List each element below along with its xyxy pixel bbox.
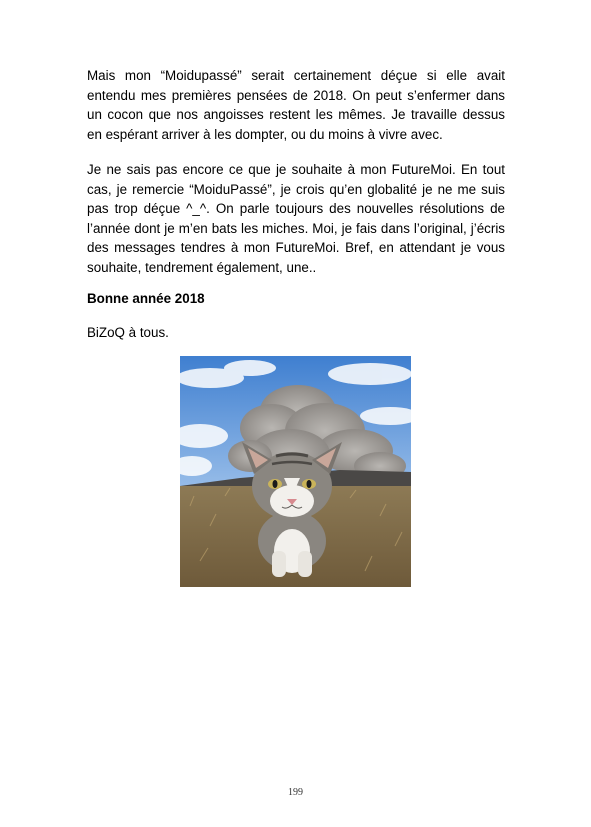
new-year-heading: Bonne année 2018 (87, 291, 205, 306)
signoff-text: BiZoQ à tous. (87, 325, 169, 340)
cat-volcano-photo (180, 356, 411, 587)
paragraph-futuremoi: Je ne sais pas encore ce que je souhaite à mon FutureMoi. En tout cas, je remercie “MoiduPassé”, je crois qu’en globalité je ne me suis pas trop déçue ^_^. On parle toujours des nouvelles résolutions de l’année dont je m’en bats les miches. Moi, je fais dans l’original, j’écris des messages tendres à mon FutureMoi. Bref, en attendant je vous souhaite, tendrement également, une.. (87, 162, 505, 275)
page-number: 199 (288, 787, 303, 798)
cat-icon (180, 356, 411, 587)
paragraph-moidupasse: Mais mon “Moidupassé” serait certainement déçue si elle avait entendu mes premières pensées de 2018. On peut s’enfermer dans un cocon que nos angoisses restent les mêmes. Je travaille dessus en espérant arriver à les dompter, ou du moins à vivre avec. (87, 68, 505, 142)
